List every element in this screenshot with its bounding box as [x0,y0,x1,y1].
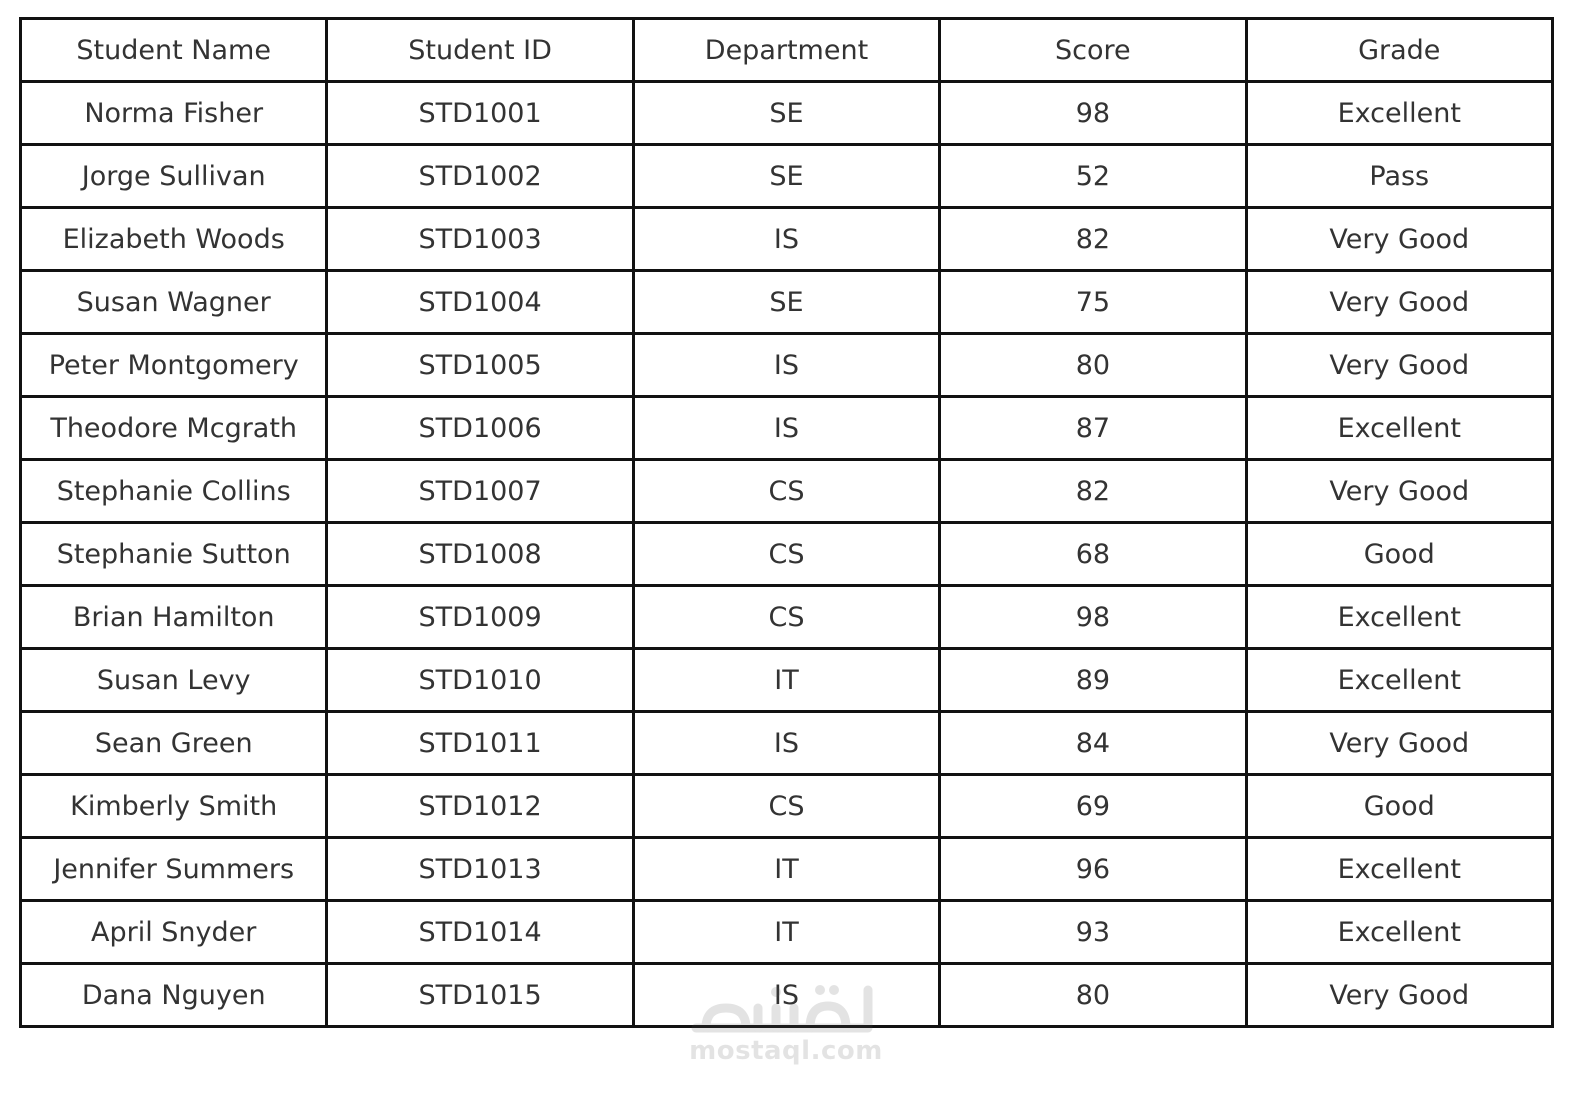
cell-student-id: STD1006 [327,397,633,460]
cell-score: 89 [940,649,1246,712]
cell-student-id: STD1001 [327,82,633,145]
cell-grade: Excellent [1246,82,1552,145]
cell-student-id: STD1007 [327,460,633,523]
cell-grade: Very Good [1246,964,1552,1027]
cell-score: 82 [940,460,1246,523]
cell-student-name: Susan Levy [21,649,327,712]
cell-score: 52 [940,145,1246,208]
cell-student-id: STD1008 [327,523,633,586]
cell-student-id: STD1015 [327,964,633,1027]
cell-department: CS [633,775,939,838]
table-row [21,82,1553,145]
cell-score: 68 [940,523,1246,586]
cell-department: CS [633,523,939,586]
cell-grade: Very Good [1246,460,1552,523]
cell-student-name: Susan Wagner [21,271,327,334]
cell-department: IS [633,208,939,271]
cell-score: 69 [940,775,1246,838]
cell-student-id: STD1011 [327,712,633,775]
cell-department: SE [633,271,939,334]
cell-grade: Good [1246,523,1552,586]
header-row [21,19,1553,82]
cell-student-name: Jennifer Summers [21,838,327,901]
cell-student-name: Brian Hamilton [21,586,327,649]
cell-grade: Excellent [1246,586,1552,649]
cell-department: IT [633,901,939,964]
table-row [21,208,1553,271]
cell-score: 98 [940,586,1246,649]
table-row [21,775,1553,838]
cell-grade: Excellent [1246,901,1552,964]
table-row [21,271,1553,334]
cell-department: IT [633,838,939,901]
cell-student-id: STD1005 [327,334,633,397]
cell-department: CS [633,460,939,523]
cell-department: IS [633,964,939,1027]
column-header-department: Department [633,19,939,82]
cell-student-name: Kimberly Smith [21,775,327,838]
cell-department: IS [633,334,939,397]
cell-department: IS [633,712,939,775]
cell-student-id: STD1012 [327,775,633,838]
cell-grade: Very Good [1246,271,1552,334]
cell-student-id: STD1010 [327,649,633,712]
cell-score: 84 [940,712,1246,775]
table-row [21,964,1553,1027]
cell-student-name: Elizabeth Woods [21,208,327,271]
cell-score: 96 [940,838,1246,901]
cell-grade: Very Good [1246,712,1552,775]
cell-score: 82 [940,208,1246,271]
cell-department: IS [633,397,939,460]
cell-student-name: Stephanie Collins [21,460,327,523]
cell-score: 93 [940,901,1246,964]
table-row [21,523,1553,586]
cell-student-id: STD1003 [327,208,633,271]
cell-student-name: Peter Montgomery [21,334,327,397]
table-row [21,334,1553,397]
cell-grade: Excellent [1246,397,1552,460]
column-header-score: Score [940,19,1246,82]
cell-student-name: Dana Nguyen [21,964,327,1027]
cell-department: SE [633,145,939,208]
cell-grade: Excellent [1246,838,1552,901]
cell-score: 98 [940,82,1246,145]
table-row [21,586,1553,649]
watermark-text: mostaql.com [689,1036,883,1066]
student-table-container [19,17,1551,1028]
cell-department: CS [633,586,939,649]
cell-student-id: STD1004 [327,271,633,334]
table-row [21,649,1553,712]
cell-student-name: Theodore Mcgrath [21,397,327,460]
cell-grade: Excellent [1246,649,1552,712]
table-row [21,712,1553,775]
cell-grade: Pass [1246,145,1552,208]
column-header-student-name: Student Name [21,19,327,82]
table-header [21,19,1553,82]
cell-student-id: STD1002 [327,145,633,208]
cell-student-name: Jorge Sullivan [21,145,327,208]
cell-grade: Very Good [1246,208,1552,271]
column-header-grade: Grade [1246,19,1552,82]
student-table [19,17,1554,1028]
cell-student-name: Sean Green [21,712,327,775]
cell-student-name: April Snyder [21,901,327,964]
cell-score: 75 [940,271,1246,334]
table-row [21,460,1553,523]
table-body [21,82,1553,1027]
cell-score: 80 [940,964,1246,1027]
cell-department: IT [633,649,939,712]
cell-score: 87 [940,397,1246,460]
table-row [21,838,1553,901]
cell-student-id: STD1014 [327,901,633,964]
cell-score: 80 [940,334,1246,397]
table-row [21,901,1553,964]
column-header-student-id: Student ID [327,19,633,82]
cell-grade: Very Good [1246,334,1552,397]
cell-department: SE [633,82,939,145]
cell-student-name: Stephanie Sutton [21,523,327,586]
cell-student-name: Norma Fisher [21,82,327,145]
table-row [21,145,1553,208]
cell-grade: Good [1246,775,1552,838]
cell-student-id: STD1009 [327,586,633,649]
cell-student-id: STD1013 [327,838,633,901]
table-row [21,397,1553,460]
